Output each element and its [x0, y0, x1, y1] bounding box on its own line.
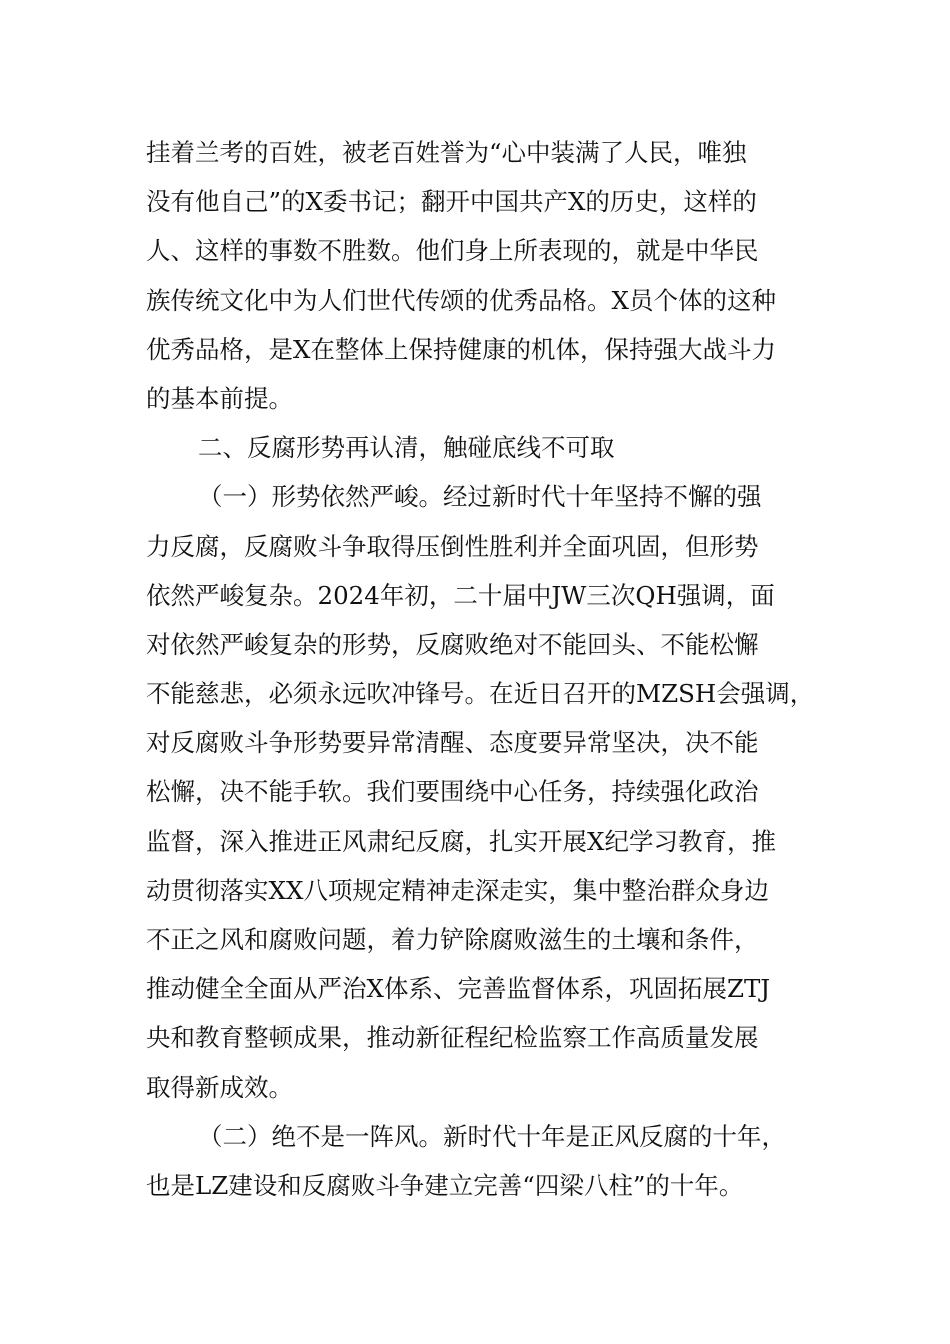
text-line: （二）绝不是一阵风。新时代十年是正风反腐的十年，	[198, 1121, 786, 1151]
text-line: 对依然严峻复杂的形势，反腐败绝对不能回头、不能松懈	[146, 629, 759, 659]
text-line: 二、反腐形势再认清，触碰底线不可取	[198, 433, 615, 463]
text-line: 不能慈悲，必须永远吹冲锋号。在近日召开的MZSH会强调，	[146, 679, 815, 709]
text-line: 也是LZ建设和反腐败斗争建立完善“四梁八柱”的十年。	[146, 1170, 744, 1200]
text-line: 力反腐，反腐败斗争取得压倒性胜利并全面巩固，但形势	[146, 531, 759, 561]
text-line: 对反腐败斗争形势要异常清醒、态度要异常坚决，决不能	[146, 728, 759, 758]
text-line: 动贯彻落实XX八项规定精神走深走实，集中整治群众身边	[146, 875, 769, 905]
text-line: 监督，深入推进正风肃纪反腐，扎实开展X纪学习教育，推	[146, 826, 776, 856]
text-line: 人、这样的事数不胜数。他们身上所表现的，就是中华民	[146, 236, 759, 266]
text-line: 依然严峻复杂。2024年初，二十届中JW三次QH强调，面	[146, 580, 775, 610]
text-line: （一）形势依然严峻。经过新时代十年坚持不懈的强	[198, 482, 762, 512]
text-line: 推动健全全面从严治X体系、完善监督体系，巩固拓展ZTJ	[146, 974, 771, 1004]
text-line: 松懈，决不能手软。我们要围绕中心任务，持续强化政治	[146, 777, 759, 807]
text-line: 取得新成效。	[146, 1072, 293, 1102]
text-line: 没有他自己”的X委书记；翻开中国共产X的历史，这样的	[146, 187, 757, 217]
text-line: 的基本前提。	[146, 383, 293, 413]
text-line: 优秀品格，是X在整体上保持健康的机体，保持强大战斗力	[146, 334, 776, 364]
text-line: 族传统文化中为人们世代传颂的优秀品格。X员个体的这种	[146, 285, 776, 315]
text-line: 不正之风和腐败问题，着力铲除腐败滋生的土壤和条件，	[146, 925, 759, 954]
text-line: 央和教育整顿成果，推动新征程纪检监察工作高质量发展	[146, 1023, 759, 1053]
text-line: 挂着兰考的百姓，被老百姓誉为“心中装满了人民，唯独	[146, 138, 747, 167]
document-body	[146, 128, 836, 1210]
